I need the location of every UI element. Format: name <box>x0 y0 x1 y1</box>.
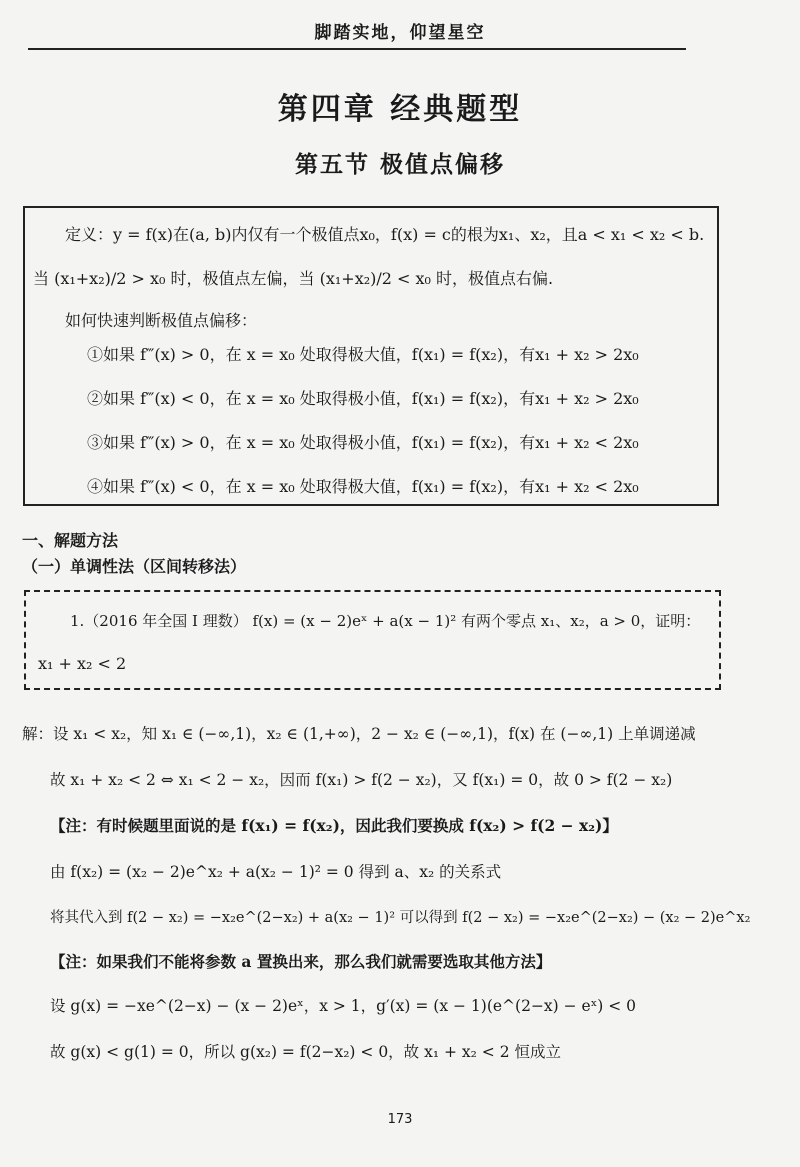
definition-box <box>23 206 719 506</box>
solution-line: 将其代入到 f(2 − x₂) = −x₂e^(2−x₂) + a(x₂ − 1)² 可以得到 f(2 − x₂) = −x₂e^(2−x₂) − (x₂ − 2)e^x₂ <box>50 910 751 926</box>
sub-heading: （一）单调性法（区间转移法） <box>22 557 247 576</box>
rule-item: ②如果 f‴(x) < 0，在 x = x₀ 处取得极小值，f(x₁) = f(x₂)，有x₁ + x₂ > 2x₀ <box>87 389 639 408</box>
solution-line: 解：设 x₁ < x₂，知 x₁ ∈ (−∞,1)，x₂ ∈ (1,+∞)，2 − x₂ ∈ (−∞,1)，f(x) 在 (−∞,1) 上单调递减 <box>22 725 696 743</box>
definition-line-2: 当 (x₁+x₂)/2 > x₀ 时，极值点左偏，当 (x₁+x₂)/2 < x₀ 时，极值点右偏. <box>33 269 554 288</box>
section-title: 第五节 极值点偏移 <box>294 152 505 178</box>
header-motto: 脚踏实地，仰望星空 <box>314 23 486 43</box>
chapter-title: 第四章 经典题型 <box>277 92 523 127</box>
solution-note: 【注：有时候题里面说的是 f(x₁) = f(x₂)，因此我们要换成 f(x₂) > f(2 − x₂)】 <box>50 816 618 835</box>
solution-line: 故 g(x) < g(1) = 0，所以 g(x₂) = f(2−x₂) < 0，故 x₁ + x₂ < 2 恒成立 <box>50 1043 561 1061</box>
solution-note: 【注：如果我们不能将参数 a 置换出来，那么我们就需要选取其他方法】 <box>50 952 552 971</box>
page-number: 173 <box>387 1112 413 1127</box>
rule-item: ③如果 f‴(x) > 0，在 x = x₀ 处取得极小值，f(x₁) = f(x₂)，有x₁ + x₂ < 2x₀ <box>87 433 639 452</box>
definition-line-1: 定义：y = f(x)在(a, b)内仅有一个极值点x₀，f(x) = c的根为x₁、x₂，且a < x₁ < x₂ < b. <box>65 225 705 244</box>
header-rule <box>28 48 686 50</box>
method-heading: 一、解题方法 <box>22 531 119 550</box>
definition-line-3: 如何快速判断极值点偏移： <box>65 311 258 330</box>
rule-item: ①如果 f‴(x) > 0，在 x = x₀ 处取得极大值，f(x₁) = f(x₂)，有x₁ + x₂ > 2x₀ <box>87 345 639 364</box>
rule-item: ④如果 f‴(x) < 0，在 x = x₀ 处取得极大值，f(x₁) = f(x₂)，有x₁ + x₂ < 2x₀ <box>87 477 639 496</box>
example-box <box>24 590 721 690</box>
example-line-1: 1.（2016 年全国 I 理数） f(x) = (x − 2)eˣ + a(x − 1)² 有两个零点 x₁、x₂，a > 0，证明： <box>70 612 701 630</box>
solution-line: 设 g(x) = −xe^(2−x) − (x − 2)eˣ，x > 1，g′(x) = (x − 1)(e^(2−x) − eˣ) < 0 <box>50 997 637 1015</box>
solution-line: 由 f(x₂) = (x₂ − 2)e^x₂ + a(x₂ − 1)² = 0 得到 a、x₂ 的关系式 <box>50 863 502 881</box>
solution-line: 故 x₁ + x₂ < 2 ⇔ x₁ < 2 − x₂，因而 f(x₁) > f(2 − x₂)，又 f(x₁) = 0，故 0 > f(2 − x₂) <box>50 771 673 789</box>
example-line-2: x₁ + x₂ < 2 <box>38 654 127 673</box>
